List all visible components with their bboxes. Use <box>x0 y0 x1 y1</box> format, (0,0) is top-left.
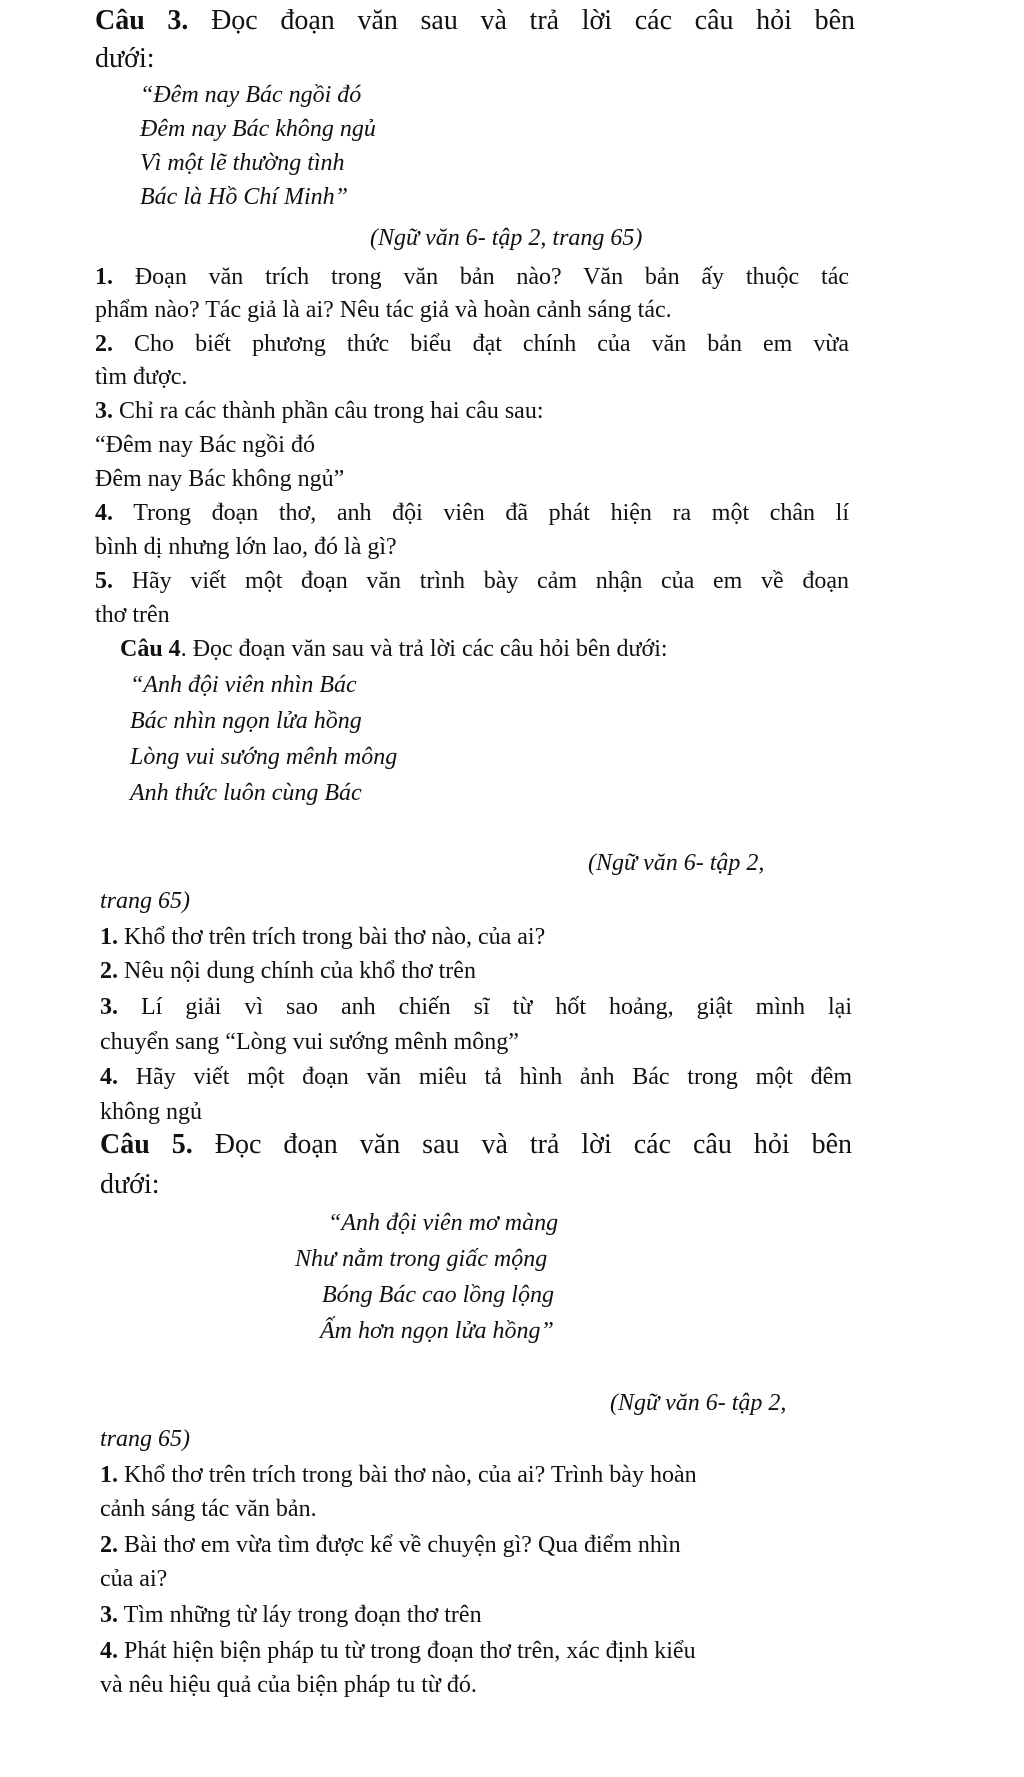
q3-poem-line: “Đêm nay Bác ngồi đó <box>140 82 362 108</box>
q4-item-4-cont: không ngủ <box>100 1099 202 1125</box>
q4-poem-line: Bác nhìn ngọn lửa hồng <box>130 708 362 734</box>
q4-poem-line: “Anh đội viên nhìn Bác <box>130 672 357 698</box>
q3-item-5-cont: thơ trên <box>95 602 170 628</box>
q4-heading <box>120 634 668 664</box>
q5-source: (Ngữ văn 6- tập 2, <box>610 1390 787 1416</box>
q3-item-4-cont: bình dị nhưng lớn lao, đó là gì? <box>95 534 397 560</box>
q4-label: Câu 4 <box>120 636 181 662</box>
q5-poem-line: Bóng Bác cao lồng lộng <box>322 1282 554 1308</box>
q3-item-3: 3. Chỉ ra các thành phần câu trong hai câu sau: <box>95 398 544 424</box>
q5-intro: Đọc đoạn văn sau và trả lời các câu hỏi bên <box>192 1129 853 1160</box>
q3-intro-cont: dưới: <box>95 43 155 74</box>
q5-intro-cont: dưới: <box>100 1169 160 1200</box>
q3-item-3-quote: “Đêm nay Bác ngồi đó <box>95 432 315 458</box>
q4-item-1: 1. Khổ thơ trên trích trong bài thơ nào, của ai? <box>100 924 546 950</box>
q5-poem-line: Ấm hơn ngọn lửa hồng” <box>320 1318 554 1344</box>
q5-label: Câu 5. <box>100 1129 193 1160</box>
q4-item-3-cont: chuyển sang “Lòng vui sướng mênh mông” <box>100 1029 519 1055</box>
q3-item-1: 1. Đoạn văn trích trong văn bản nào? Văn bản ấy thuộc tác <box>95 264 850 290</box>
q3-poem-line: Vì một lẽ thường tình <box>140 150 345 176</box>
q3-item-5: 5. Hãy viết một đoạn văn trình bày cảm nhận của em về đoạn <box>95 568 849 594</box>
q4-item-2: 2. Nêu nội dung chính của khổ thơ trên <box>100 958 476 984</box>
q4-poem-line: Anh thức luôn cùng Bác <box>130 780 362 806</box>
q5-heading <box>100 1128 852 1162</box>
q5-poem-line: “Anh đội viên mơ màng <box>328 1210 559 1236</box>
q5-item-2-cont: của ai? <box>100 1566 168 1592</box>
q3-intro: Đọc đoạn văn sau và trả lời các câu hỏi bên <box>188 5 855 36</box>
q3-label: Câu 3. <box>95 5 189 36</box>
q5-source-cont: trang 65) <box>100 1426 190 1452</box>
q5-item-1: 1. Khổ thơ trên trích trong bài thơ nào, của ai? Trình bày hoàn <box>100 1462 697 1488</box>
q3-item-2-cont: tìm được. <box>95 364 188 390</box>
q3-poem-line: Bác là Hồ Chí Minh” <box>140 184 348 210</box>
q4-intro: . Đọc đoạn văn sau và trả lời các câu hỏi bên dưới: <box>180 636 668 662</box>
q5-item-4-cont: và nêu hiệu quả của biện pháp tu từ đó. <box>100 1672 477 1698</box>
q5-item-4: 4. Phát hiện biện pháp tu từ trong đoạn thơ trên, xác định kiểu <box>100 1638 696 1664</box>
q4-poem-line: Lòng vui sướng mênh mông <box>130 744 398 770</box>
q5-item-2: 2. Bài thơ em vừa tìm được kể về chuyện gì? Qua điểm nhìn <box>100 1532 681 1558</box>
q3-source: (Ngữ văn 6- tập 2, trang 65) <box>370 225 643 251</box>
q4-item-4: 4. Hãy viết một đoạn văn miêu tả hình ảnh Bác trong một đêm <box>100 1064 852 1090</box>
q3-item-2: 2. Cho biết phương thức biểu đạt chính của văn bản em vừa <box>95 331 850 357</box>
q5-item-1-cont: cảnh sáng tác văn bản. <box>100 1496 317 1522</box>
q3-heading <box>95 4 855 38</box>
q4-source-cont: trang 65) <box>100 888 190 914</box>
q3-item-4: 4. Trong đoạn thơ, anh đội viên đã phát hiện ra một chân lí <box>95 500 849 526</box>
q5-poem-line: Như nằm trong giấc mộng <box>295 1246 548 1272</box>
q3-item-3-quote: Đêm nay Bác không ngủ” <box>95 466 345 492</box>
q3-poem-line: Đêm nay Bác không ngủ <box>140 116 376 142</box>
q5-item-3: 3. Tìm những từ láy trong đoạn thơ trên <box>100 1602 482 1628</box>
q4-source: (Ngữ văn 6- tập 2, <box>588 850 765 876</box>
q4-item-3: 3. Lí giải vì sao anh chiến sĩ từ hốt hoảng, giật mình lại <box>100 994 853 1020</box>
q3-item-1-cont: phẩm nào? Tác giả là ai? Nêu tác giả và hoàn cảnh sáng tác. <box>95 297 672 323</box>
